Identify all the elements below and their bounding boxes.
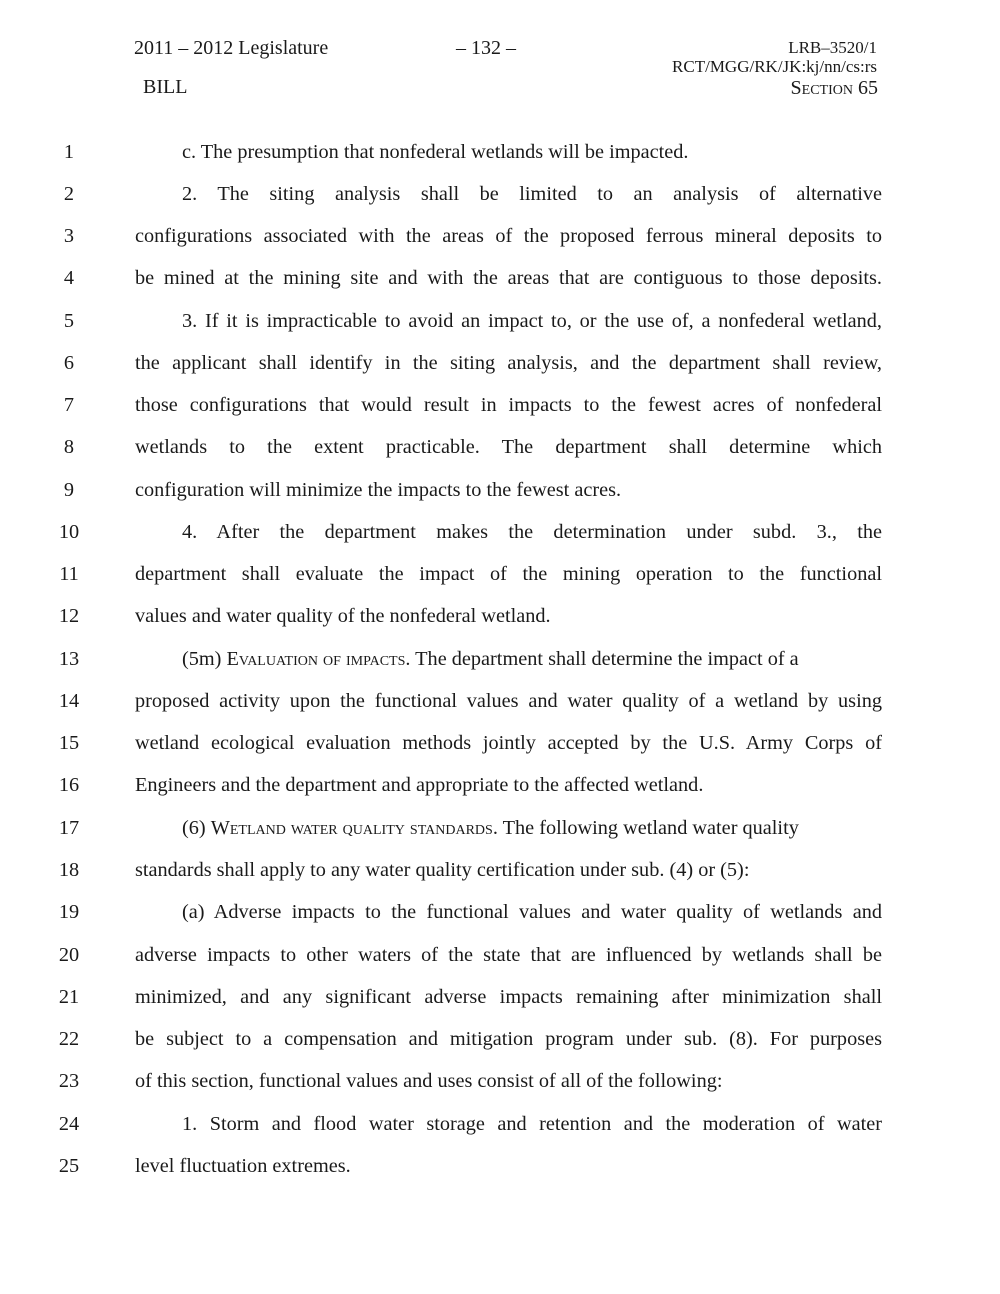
text-line (0, 601, 1000, 631)
line-text: the applicant shall identify in the siting analysis, and the department shall review, (135, 352, 882, 374)
line-text: be mined at the mining site and with the areas that are contiguous to those deposits. (135, 267, 882, 289)
line-text: those configurations that would result in impacts to the fewest acres of nonfederal (135, 394, 882, 416)
text-line (0, 306, 1000, 336)
text-line (0, 1151, 1000, 1181)
line-text: department shall evaluate the impact of the mining operation to the functional (135, 563, 882, 585)
text-line (0, 813, 1000, 843)
line-number: 23 (58, 1070, 80, 1092)
line-text: (6) Wetland water quality standards. The following wetland water quality (182, 817, 799, 839)
line-text: be subject to a compensation and mitigation program under sub. (8). For purposes (135, 1028, 882, 1050)
text-line (0, 982, 1000, 1012)
line-text: standards shall apply to any water quality certification under sub. (4) or (5): (135, 859, 750, 881)
line-number: 2 (63, 183, 75, 205)
line-number: 24 (58, 1113, 80, 1135)
line-number: 6 (63, 352, 75, 374)
line-number: 17 (58, 817, 80, 839)
line-number: 13 (58, 648, 80, 670)
line-number: 8 (63, 436, 75, 458)
line-number: 10 (58, 521, 80, 543)
line-text: configuration will minimize the impacts to the fewest acres. (135, 479, 622, 501)
line-number: 11 (59, 563, 79, 585)
line-text: (5m) Evaluation of impacts. The department shall determine the impact of a (182, 648, 799, 670)
line-text: 3. If it is impracticable to avoid an impact to, or the use of, a nonfederal wetland, (182, 310, 882, 332)
line-number: 12 (58, 605, 80, 627)
text-line (0, 1109, 1000, 1139)
text-line (0, 855, 1000, 885)
section-label: Section 65 (790, 77, 878, 99)
text-line (0, 559, 1000, 589)
subsection-heading: Evaluation of impacts. (226, 648, 411, 670)
line-text: (a) Adverse impacts to the functional values and water quality of wetlands and (182, 901, 882, 923)
subsection-heading: Wetland water quality standards. (210, 817, 498, 839)
line-number: 21 (58, 986, 80, 1008)
line-number: 18 (58, 859, 80, 881)
line-number: 4 (63, 267, 75, 289)
text-line (0, 517, 1000, 547)
line-text: 1. Storm and flood water storage and retention and the moderation of water (182, 1113, 882, 1135)
text-line (0, 686, 1000, 716)
line-text: wetlands to the extent practicable. The department shall determine which (135, 436, 882, 458)
line-number: 14 (58, 690, 80, 712)
text-line (0, 770, 1000, 800)
line-number: 3 (63, 225, 75, 247)
line-text: wetland ecological evaluation methods jointly accepted by the U.S. Army Corps of (135, 732, 882, 754)
line-text: 4. After the department makes the determination under subd. 3., the (182, 521, 882, 543)
line-number: 22 (58, 1028, 80, 1050)
line-text: minimized, and any significant adverse impacts remaining after minimization shall (135, 986, 882, 1008)
bill-label: BILL (143, 76, 188, 98)
line-text: of this section, functional values and uses consist of all of the following: (135, 1070, 723, 1092)
line-number: 5 (63, 310, 75, 332)
text-line (0, 221, 1000, 251)
line-text: adverse impacts to other waters of the state that are influenced by wetlands shall be (135, 944, 882, 966)
subsection-number: (6) (182, 817, 211, 839)
text-line (0, 897, 1000, 927)
line-number: 15 (58, 732, 80, 754)
text-line (0, 179, 1000, 209)
text-line (0, 348, 1000, 378)
text-line (0, 728, 1000, 758)
line-number: 20 (58, 944, 80, 966)
line-number: 7 (63, 394, 75, 416)
subsection-number: (5m) (182, 648, 227, 670)
text-line (0, 1024, 1000, 1054)
text-line (0, 1066, 1000, 1096)
lrb-number: LRB–3520/1 (788, 38, 877, 57)
line-number: 16 (58, 774, 80, 796)
line-text: 2. The siting analysis shall be limited to an analysis of alternative (182, 183, 882, 205)
legislature-label: 2011 – 2012 Legislature (134, 37, 329, 59)
text-line (0, 137, 1000, 167)
text-line (0, 390, 1000, 420)
line-text: c. The presumption that nonfederal wetlands will be impacted. (182, 141, 689, 163)
line-text: values and water quality of the nonfederal wetland. (135, 605, 551, 627)
text-line (0, 644, 1000, 674)
line-text: configurations associated with the areas of the proposed ferrous mineral deposits to (135, 225, 882, 247)
line-text: proposed activity upon the functional values and water quality of a wetland by using (135, 690, 882, 712)
text-line (0, 432, 1000, 462)
drafter-initials: RCT/MGG/RK/JK:kj/nn/cs:rs (672, 57, 877, 76)
line-number: 25 (58, 1155, 80, 1177)
text-line (0, 475, 1000, 505)
line-number: 9 (63, 479, 75, 501)
line-text: Engineers and the department and appropriate to the affected wetland. (135, 774, 704, 796)
line-text: level fluctuation extremes. (135, 1155, 351, 1177)
line-number: 1 (63, 141, 75, 163)
page-number: – 132 – (456, 37, 516, 59)
text-line (0, 263, 1000, 293)
text-line (0, 940, 1000, 970)
line-number: 19 (58, 901, 80, 923)
